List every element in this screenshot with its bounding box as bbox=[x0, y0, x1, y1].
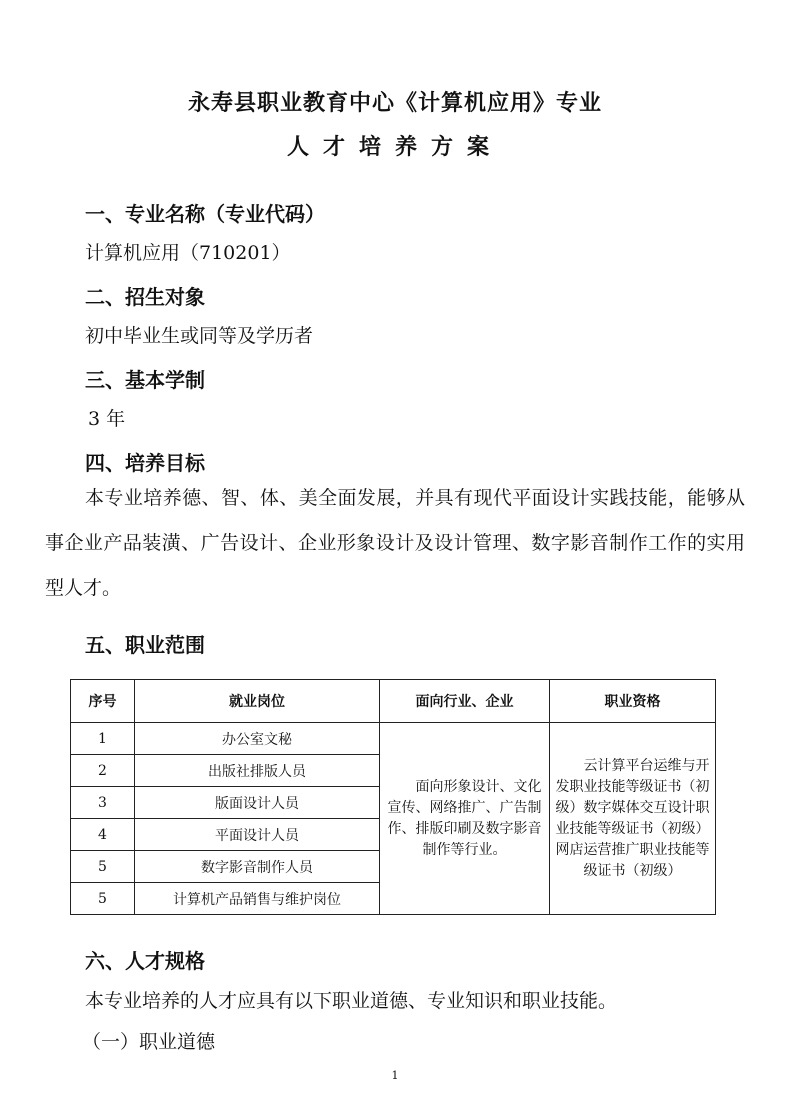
section-6-content: 本专业培养的人才应具有以下职业道德、专业知识和职业技能。 bbox=[85, 990, 618, 1012]
section-6-subheading: （一）职业道德 bbox=[82, 1031, 216, 1053]
row-position: 出版社排版人员 bbox=[135, 755, 380, 787]
row-position: 数字影音制作人员 bbox=[135, 851, 380, 883]
header-qualification: 职业资格 bbox=[550, 680, 716, 723]
row-number: 5 bbox=[71, 851, 135, 883]
header-number: 序号 bbox=[71, 680, 135, 723]
document-title: 永寿县职业教育中心《计算机应用》专业 bbox=[187, 91, 602, 116]
row-position: 平面设计人员 bbox=[135, 819, 380, 851]
section-6-heading: 六、人才规格 bbox=[85, 949, 205, 973]
row-number: 3 bbox=[71, 787, 135, 819]
qualification-cell: 云计算平台运维与开发职业技能等级证书（初级）数字媒体交互设计职业技能等级证书（初级）网店运营推广职业技能等级证书（初级） bbox=[550, 723, 716, 915]
header-industry: 面向行业、企业 bbox=[380, 680, 550, 723]
section-1-heading: 一、专业名称（专业代码） bbox=[85, 202, 325, 226]
section-3-heading: 三、基本学制 bbox=[85, 368, 205, 392]
section-1-content: 计算机应用（710201） bbox=[85, 242, 291, 264]
career-table bbox=[70, 679, 716, 915]
row-position: 计算机产品销售与维护岗位 bbox=[135, 883, 380, 915]
header-position: 就业岗位 bbox=[135, 680, 380, 723]
row-position: 版面设计人员 bbox=[135, 787, 380, 819]
row-number: 5 bbox=[71, 883, 135, 915]
section-5-heading: 五、职业范围 bbox=[85, 633, 205, 657]
row-number: 1 bbox=[71, 723, 135, 755]
section-4-heading: 四、培养目标 bbox=[85, 451, 205, 475]
row-number: 2 bbox=[71, 755, 135, 787]
section-2-heading: 二、招生对象 bbox=[85, 285, 205, 309]
row-position: 办公室文秘 bbox=[135, 723, 380, 755]
section-4-paragraph: 本专业培养德、智、体、美全面发展，并具有现代平面设计实践技能，能够从事企业产品装潢、广告设计、企业形象设计及设计管理、数字影音制作工作的实用型人才。 bbox=[45, 487, 745, 599]
document-subtitle: 人才培养方案 bbox=[286, 135, 503, 160]
industry-cell: 面向形象设计、文化宣传、网络推广、广告制作、排版印刷及数字影音制作等行业。 bbox=[380, 723, 550, 915]
section-2-content: 初中毕业生或同等及学历者 bbox=[85, 325, 314, 347]
row-number: 4 bbox=[71, 819, 135, 851]
table-row bbox=[71, 723, 716, 755]
page-number: 1 bbox=[391, 1069, 399, 1082]
table-header-row bbox=[71, 680, 716, 723]
section-3-content: 3 年 bbox=[88, 408, 126, 430]
